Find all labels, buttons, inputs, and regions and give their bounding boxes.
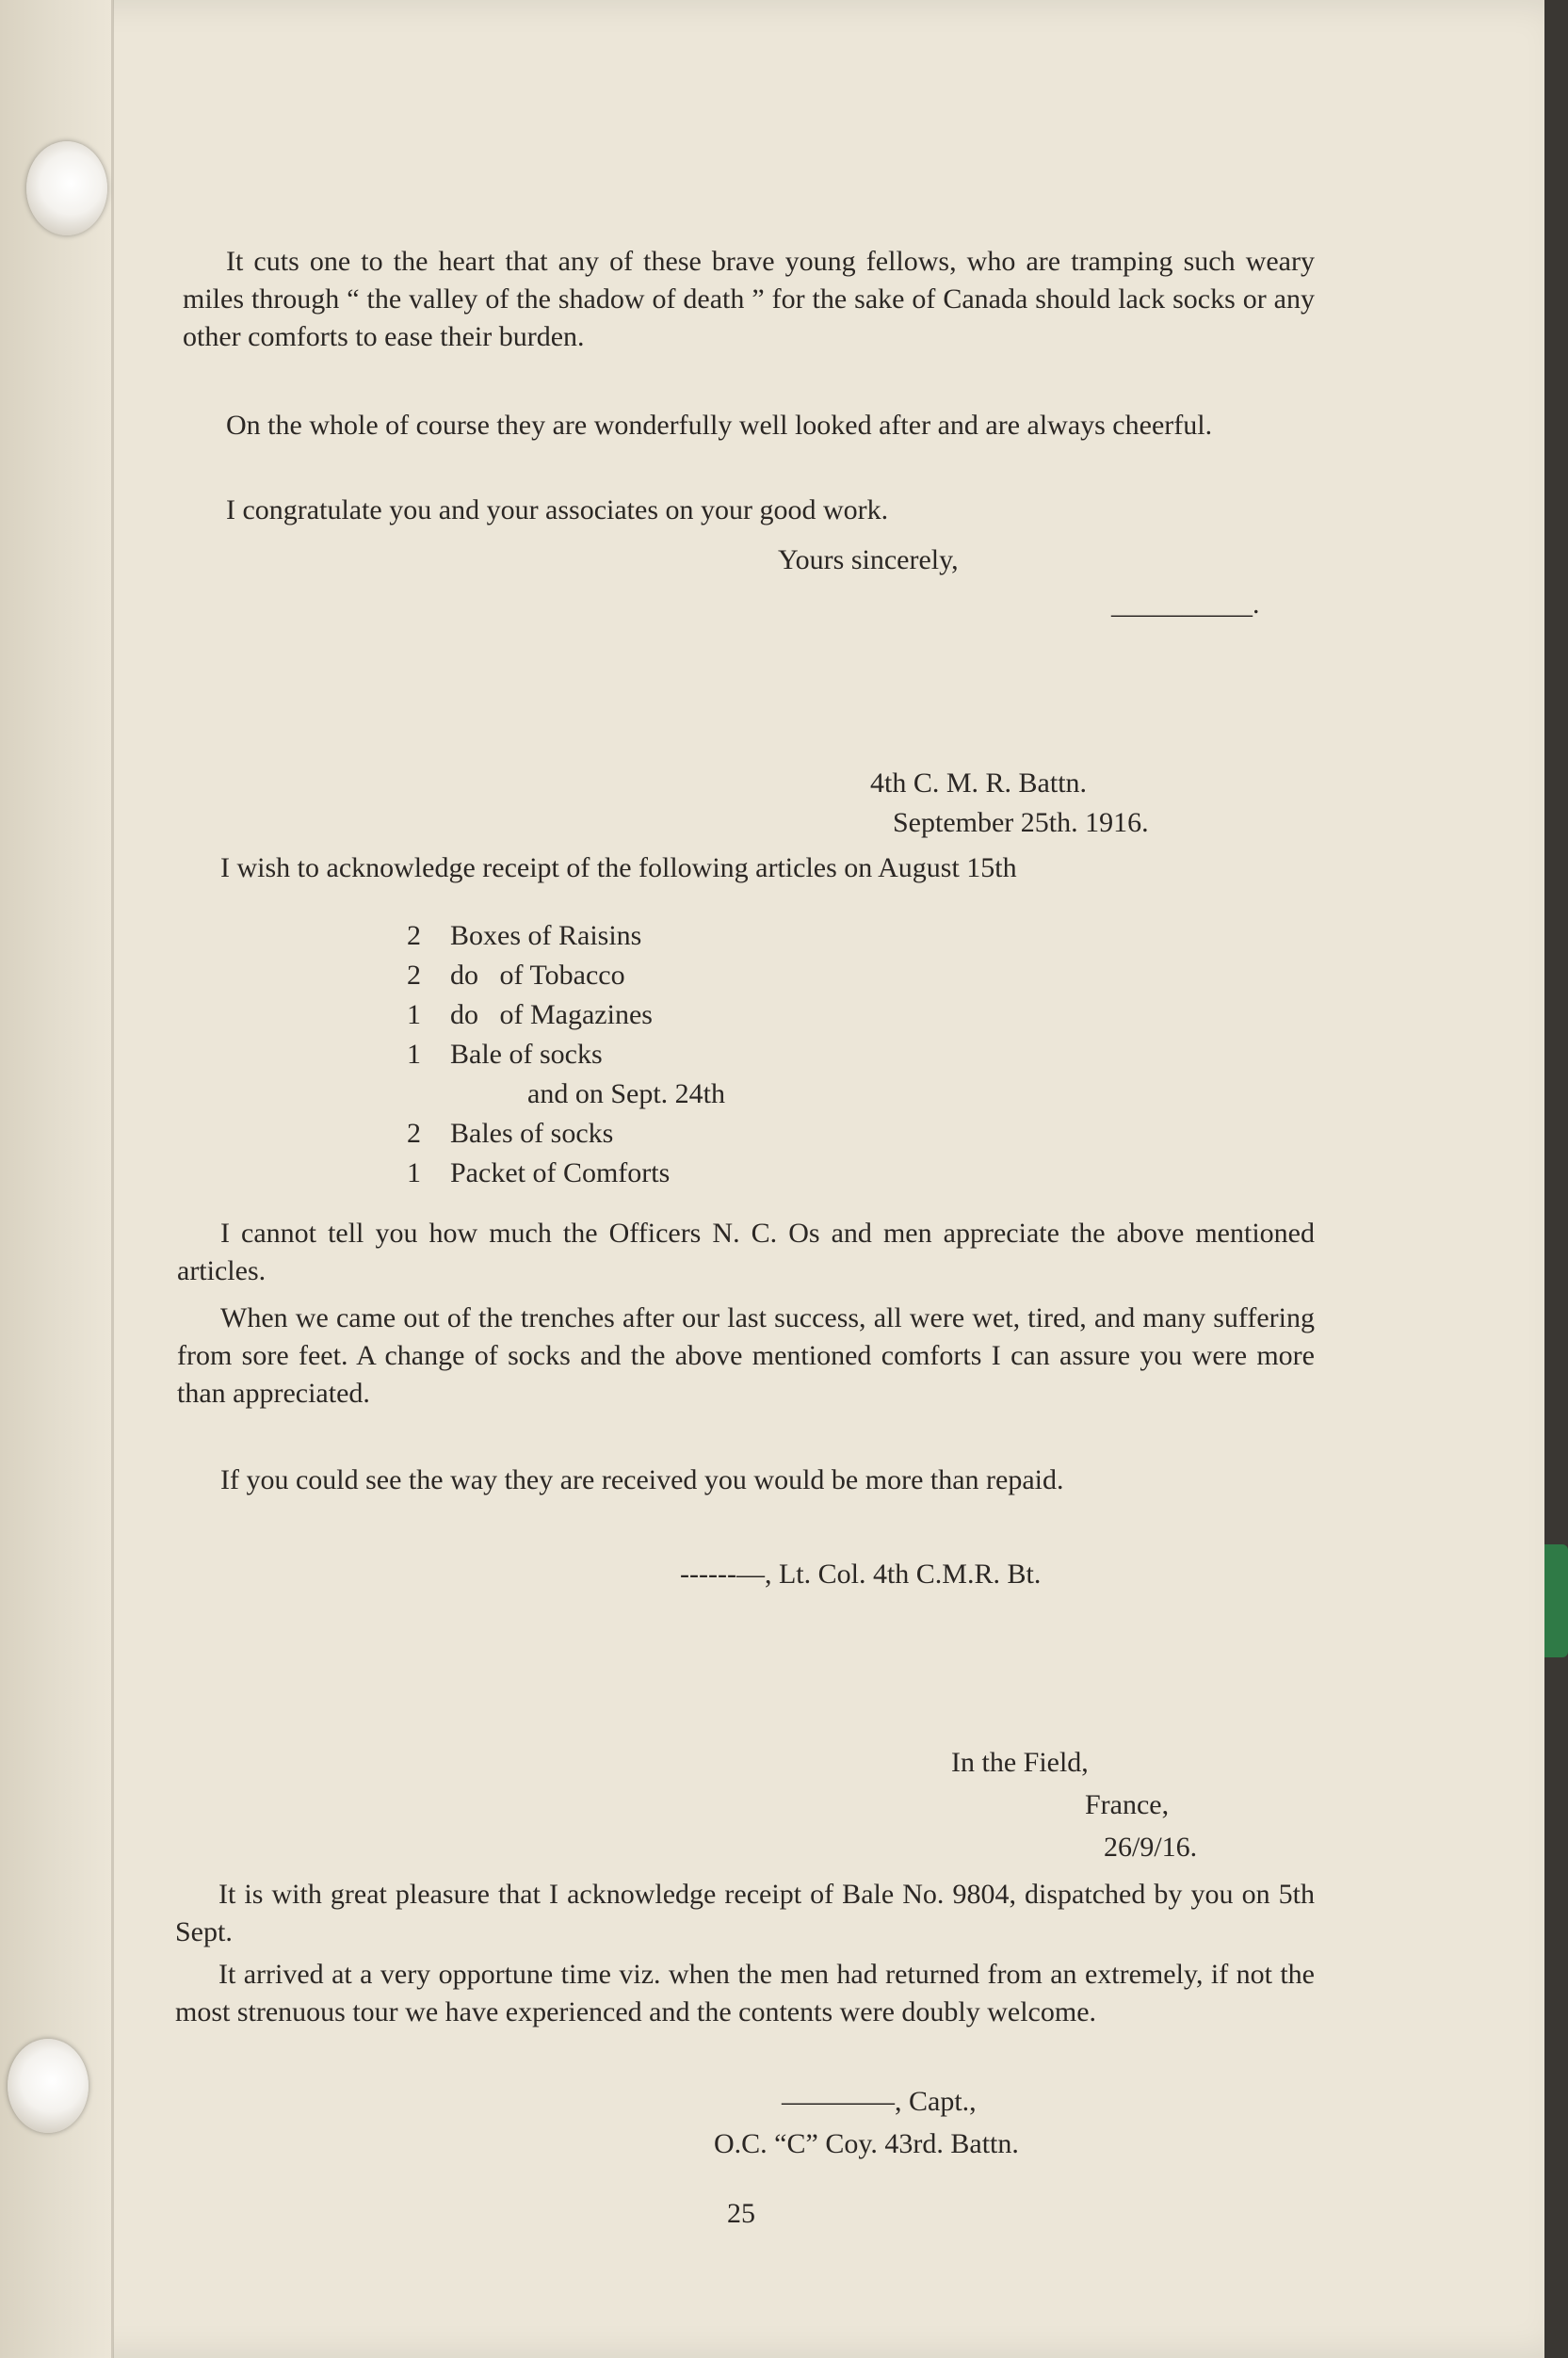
articles-list (407, 916, 725, 1193)
item-text: Packet of Comforts (450, 1157, 671, 1188)
page-binding (0, 0, 113, 2358)
item-text: do of Tobacco (450, 960, 625, 991)
item-text: Bale of socks (450, 1039, 603, 1070)
green-tab (1544, 1544, 1568, 1657)
item-qty: 1 (407, 1039, 421, 1070)
binding-fold (111, 0, 114, 2358)
item-qty: 2 (407, 1118, 421, 1149)
list-item (407, 1074, 725, 1114)
punch-hole-top (26, 141, 107, 235)
letter2-paragraph-2: When we came out of the trenches after our last success, all were wet, tired, and many suffering from sore feet. A change of socks and the above mentioned comforts I can assure you were more than appreciated. (177, 1302, 1315, 1409)
item-text: Boxes of Raisins (450, 920, 642, 951)
item-qty: 2 (407, 920, 421, 951)
letter2-address-line-1: 4th C. M. R. Battn. (870, 767, 1088, 799)
letter2-paragraph-3: If you could see the way they are received you would be more than repaid. (220, 1464, 1064, 1495)
item-qty: 2 (407, 960, 421, 991)
list-item (407, 1154, 725, 1193)
punch-hole-bottom (8, 2039, 89, 2133)
letter2-paragraph-1: I cannot tell you how much the Officers N. C. Os and men appreciate the above mentioned articles. (177, 1218, 1315, 1286)
page-edge-background (1544, 0, 1568, 2358)
list-item (407, 1035, 725, 1074)
item-qty: 1 (407, 999, 421, 1030)
list-item (407, 995, 725, 1035)
item-qty: 1 (407, 1157, 421, 1188)
letter3-paragraph-1: It is with great pleasure that I acknowledge receipt of Bale No. 9804, dispatched by you on 5th Sept. (175, 1879, 1315, 1947)
letter2-signature: ------—, Lt. Col. 4th C.M.R. Bt. (680, 1559, 1042, 1590)
letter3-address-line-3: 26/9/16. (1104, 1832, 1198, 1863)
letter1-paragraph-3: I congratulate you and your associates on your good work. (226, 494, 889, 525)
letter3-signature-line-1: ————, Capt., (782, 2086, 977, 2117)
page-number: 25 (727, 2198, 755, 2229)
letter3-paragraph-2: It arrived at a very opportune time viz. when the men had returned from an extremely, if not the most strenuous tour we have experienced and the contents were doubly welcome. (175, 1959, 1315, 2027)
item-text: and on Sept. 24th (527, 1078, 725, 1109)
item-text: do of Magazines (450, 999, 653, 1030)
letter1-paragraph-2: On the whole of course they are wonderfully well looked after and are always cheerful. (226, 410, 1213, 441)
letter1-paragraph-1: It cuts one to the heart that any of these brave young fellows, who are tramping such weary miles through “ the valley of the shadow of death ” for the sake of Canada should lack socks or any other comforts to ease their burden. (183, 246, 1315, 352)
letter3-address-line-1: In the Field, (951, 1747, 1089, 1778)
letter2-address-line-2: September 25th. 1916. (893, 807, 1149, 838)
list-item (407, 916, 725, 956)
letter3-signature-line-2: O.C. “C” Coy. 43rd. Battn. (714, 2128, 1019, 2159)
letter1-closing: Yours sincerely, (778, 544, 959, 575)
letter3-address-line-2: France, (1085, 1789, 1170, 1820)
letter1-signature: __________. (1111, 589, 1260, 620)
list-item (407, 1114, 725, 1154)
letter2-intro: I wish to acknowledge receipt of the following articles on August 15th (220, 852, 1017, 883)
list-item (407, 956, 725, 995)
item-text: Bales of socks (450, 1118, 614, 1149)
